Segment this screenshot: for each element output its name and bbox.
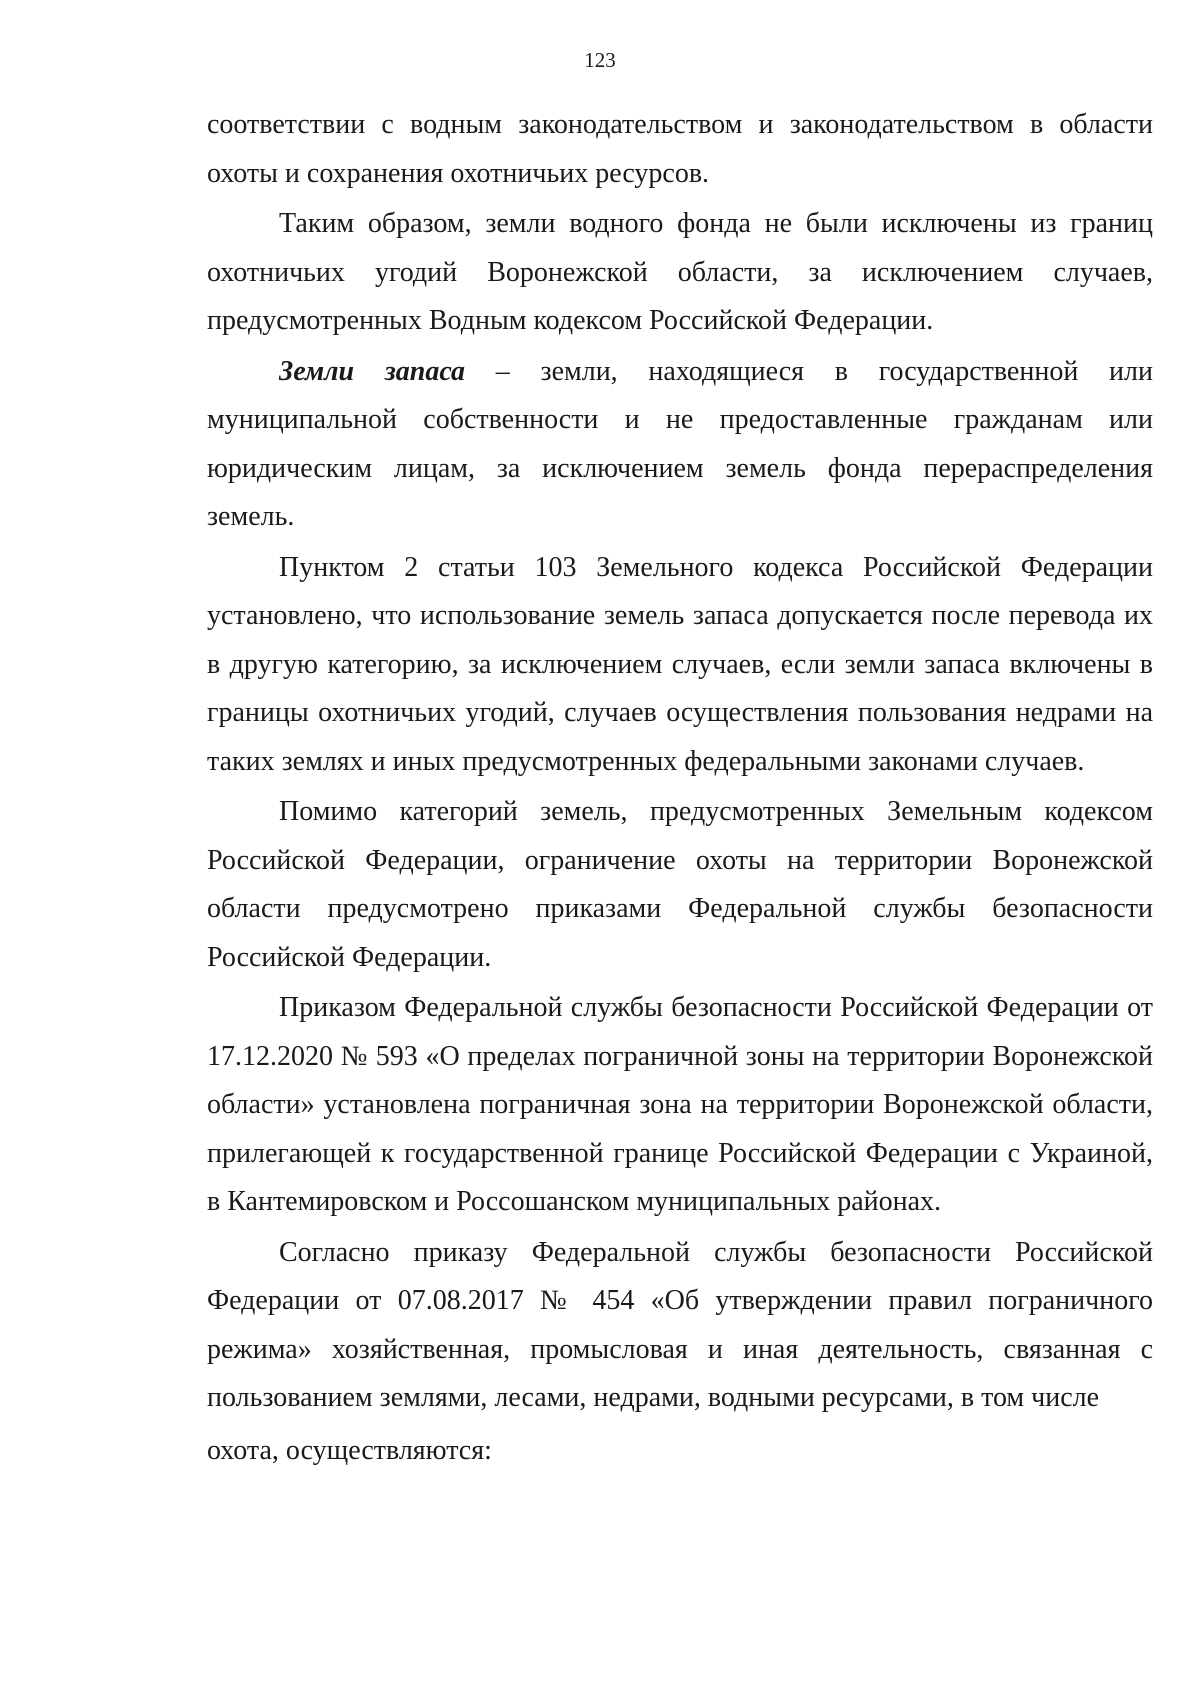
document-body [207,101,1153,1477]
paragraph-hunting-restriction: Помимо категорий земель, предусмотренных Земельным кодексом Российской Федерации, ограничение охоты на территории Воронежской области предусмотрено приказами Федеральной службы безопасности Российской Федерации. [207,796,1153,973]
paragraph-water-legislation: соответствии с водным законодательством и законодательством в области охоты и сохранения охотничьих ресурсов. [207,109,1153,189]
definition-text: – земли, находящиеся в государственной или муниципальной собственности и не предоставленные гражданам или юридическим лицам, за исключением земель фонда перераспределения земель. [207,355,1153,532]
page-number: 123 [584,48,616,72]
paragraph-land-code-article-103: Пунктом 2 статьи 103 Земельного кодекса Российской Федерации установлено, что использование земель запаса допускается после перевода их в другую категорию, за исключением случаев, если земли запаса включены в границы охотничьих угодий, случаев осуществления пользования недрами на таких землях и иных предусмотренных федеральными законами случаев. [207,551,1153,777]
paragraph-continuation: охота, осуществляются: [207,1434,492,1466]
paragraph-border-regime-order: Согласно приказу Федеральной службы безопасности Российской Федерации от 07.08.2017 № 454 «Об утверждении правил пограничного режима» хозяйственная, промысловая и иная деятельность, связанная с пользованием землями, лесами, недрами, водными ресурсами, в том числе [207,1236,1153,1413]
defined-term: Земли запаса [279,355,466,387]
paragraph-reserve-lands-definition [207,348,1153,542]
paragraph-water-fund-conclusion: Таким образом, земли водного фонда не были исключены из границ охотничьих угодий Воронежской области, за исключением случаев, предусмотренных Водным кодексом Российской Федерации. [207,208,1153,336]
paragraph-border-zone-order: Приказом Федеральной службы безопасности Российской Федерации от 17.12.2020 № 593 «О пределах пограничной зоны на территории Воронежской области» установлена пограничная зона на территории Воронежской области, прилегающей к государственной границе Российской Федерации с Украиной, в Кантемировском и Россошанском муниципальных районах. [207,992,1153,1217]
